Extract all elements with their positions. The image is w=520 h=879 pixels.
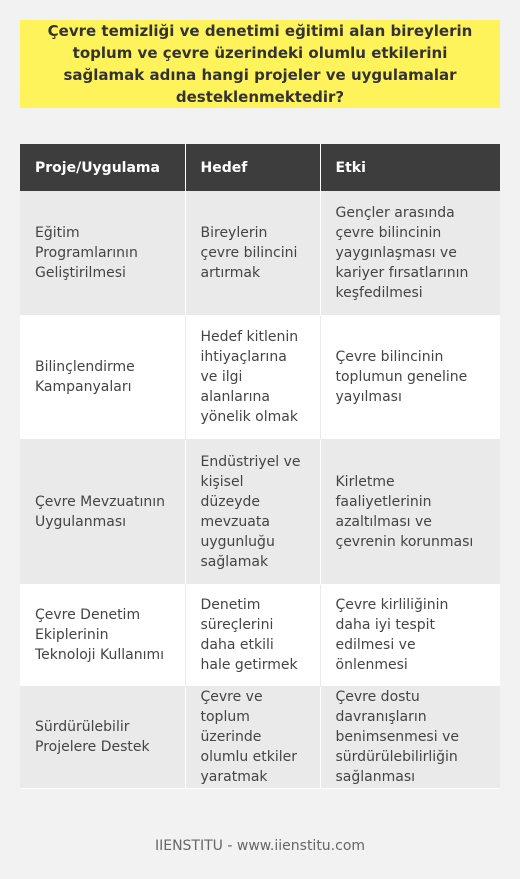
- header-goal: Hedef: [185, 144, 320, 191]
- cell-impact: Çevre dostu davranışların benimsenmesi ve sürdürülebilirliğin sağlanması: [320, 686, 500, 788]
- cell-impact: Kirletme faaliyetlerinin azaltılması ve çevrenin korunması: [320, 439, 500, 584]
- footer-credit: IIENSTITU - www.iienstitu.com: [154, 838, 366, 854]
- cell-project: Bilinçlendirme Kampanyaları: [20, 315, 185, 439]
- cell-project: Eğitim Programlarının Geliştirilmesi: [20, 191, 185, 315]
- cell-goal: Hedef kitlenin ihtiyaçlarına ve ilgi alanlarına yönelik olmak: [185, 315, 320, 439]
- cell-impact: Çevre kirliliğinin daha iyi tespit edilmesi ve önlenmesi: [320, 584, 500, 686]
- header-project: Proje/Uygulama: [20, 144, 185, 191]
- cell-impact: Gençler arasında çevre bilincinin yaygınlaşması ve kariyer fırsatlarının keşfedilmesi: [320, 191, 500, 315]
- question-text: Çevre temizliği ve denetimi eğitimi alan bireylerin toplum ve çevre üzerindeki olumlu etkilerini sağlamak adına hangi projeler ve uygulamalar desteklenmektedir?: [47, 22, 473, 106]
- table-row: [20, 439, 500, 584]
- table-row: [20, 686, 500, 788]
- table-row: [20, 315, 500, 439]
- projects-table: [20, 144, 500, 789]
- cell-goal: Çevre ve toplum üzerinde olumlu etkiler yaratmak: [185, 686, 320, 788]
- table-row: [20, 584, 500, 686]
- table-row: [20, 191, 500, 315]
- question-banner: [20, 20, 500, 108]
- cell-goal: Denetim süreçlerini daha etkili hale getirmek: [185, 584, 320, 686]
- cell-impact: Çevre bilincinin toplumun geneline yayılması: [320, 315, 500, 439]
- table-header-row: [20, 144, 500, 191]
- cell-project: Çevre Mevzuatının Uygulanması: [20, 439, 185, 584]
- cell-project: Sürdürülebilir Projelere Destek: [20, 686, 185, 788]
- cell-goal: Bireylerin çevre bilincini artırmak: [185, 191, 320, 315]
- cell-project: Çevre Denetim Ekiplerinin Teknoloji Kullanımı: [20, 584, 185, 686]
- cell-goal: Endüstriyel ve kişisel düzeyde mevzuata uygunluğu sağlamak: [185, 439, 320, 584]
- header-impact: Etki: [320, 144, 500, 191]
